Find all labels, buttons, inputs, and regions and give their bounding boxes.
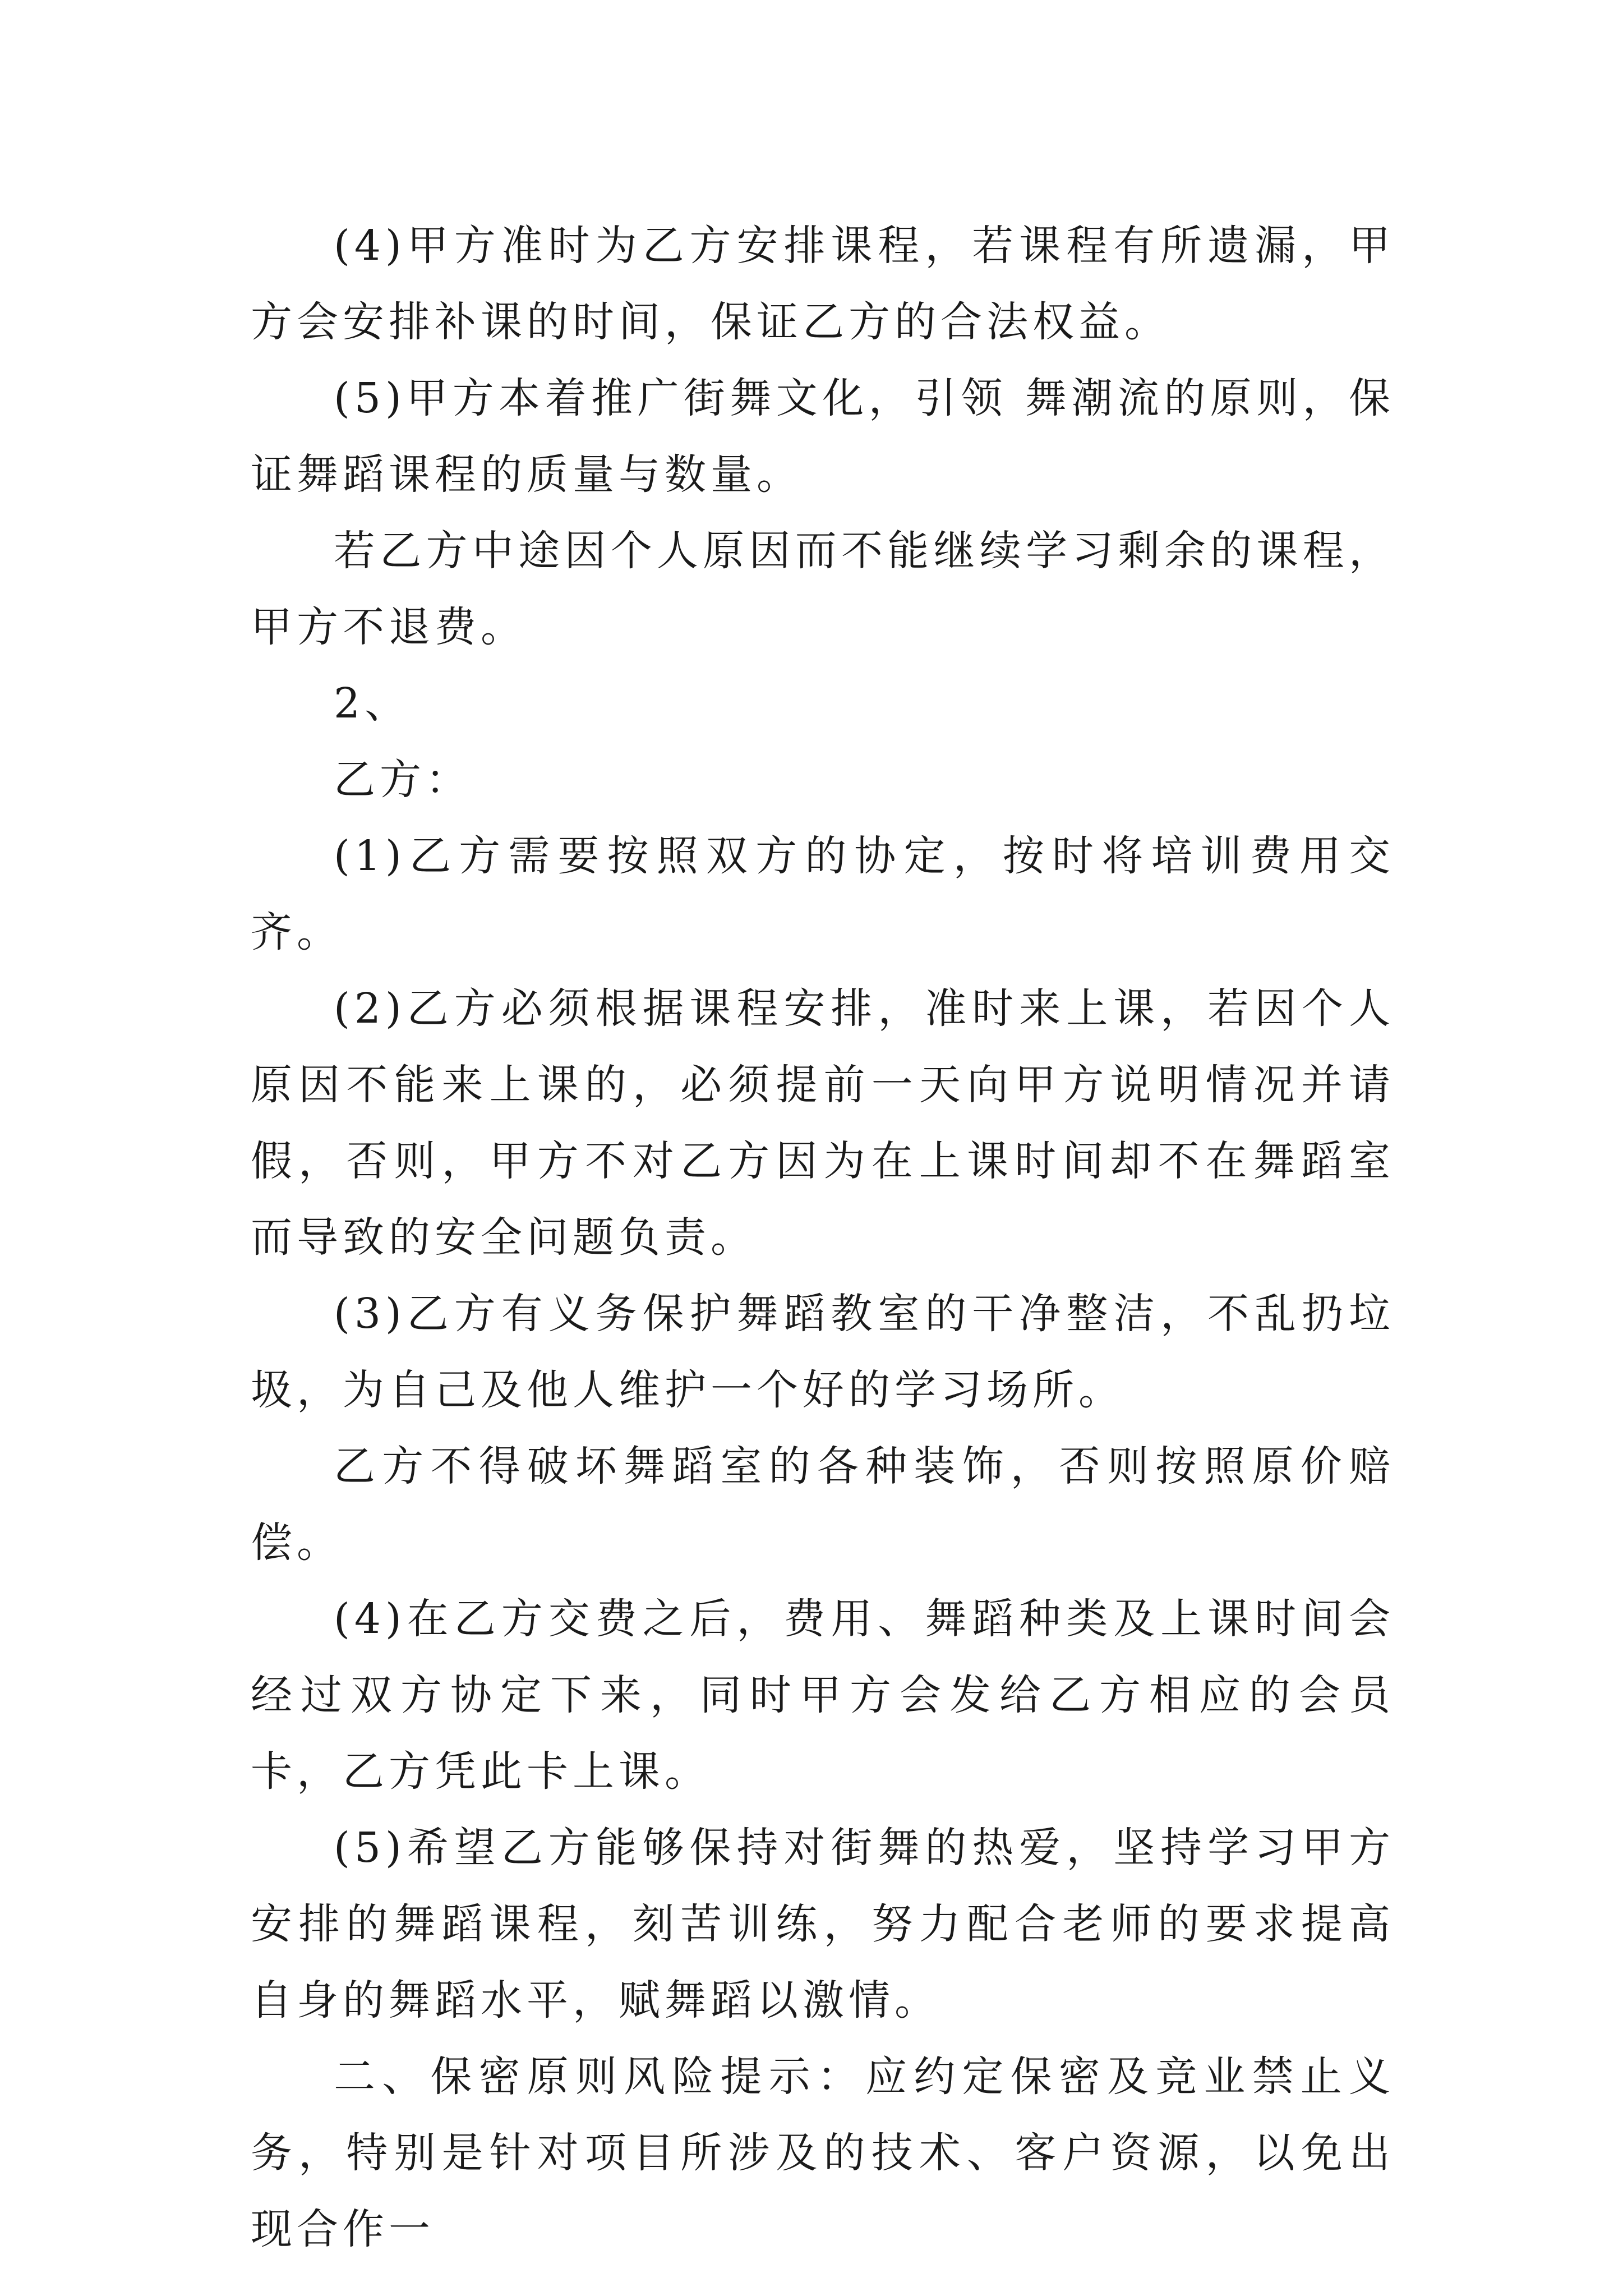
- paragraph-yi-1: (1)乙方需要按照双方的协定，按时将培训费用交齐。: [251, 832, 1395, 956]
- paragraph-jia-5: (5)甲方本着推广街舞文化，引领 舞潮流的原则，保证舞蹈课程的质量与数量。: [251, 374, 1395, 499]
- paragraph-confidentiality: 二、保密原则风险提示：应约定保密及竞业禁止义务，特别是针对项目所涉及的技术、客户资源，以免出现合作一: [251, 2053, 1395, 2253]
- paragraph-yi-4: (4)在乙方交费之后，费用、舞蹈种类及上课时间会经过双方协定下来，同时甲方会发给乙方相应的会员卡，乙方凭此卡上课。: [251, 1595, 1395, 1796]
- paragraph-jia-4: (4)甲方准时为乙方安排课程，若课程有所遗漏，甲方会安排补课的时间，保证乙方的合法权益。: [251, 222, 1395, 346]
- section-number-2: 2、: [334, 679, 411, 728]
- paragraph-yi-3: (3)乙方有义务保护舞蹈教室的干净整洁，不乱扔垃圾，为自己及他人维护一个好的学习场所。: [251, 1290, 1395, 1414]
- party-yi-heading: 乙方：: [334, 756, 472, 804]
- paragraph-no-refund: 若乙方中途因个人原因而不能继续学习剩余的课程，甲方不退费。: [251, 527, 1395, 651]
- paragraph-damage-compensation: 乙方不得破坏舞蹈室的各种装饰，否则按照原价赔偿。: [251, 1442, 1395, 1567]
- paragraph-yi-5: (5)希望乙方能够保持对街舞的热爱，坚持学习甲方安排的舞蹈课程，刻苦训练，努力配合老师的要求提高自身的舞蹈水平，赋舞蹈以激情。: [251, 1824, 1395, 2024]
- paragraph-yi-2: (2)乙方必须根据课程安排，准时来上课，若因个人原因不能来上课的，必须提前一天向甲方说明情况并请假，否则，甲方不对乙方因为在上课时间却不在舞蹈室而导致的安全问题负责。: [251, 984, 1395, 1262]
- document-body: [251, 208, 1395, 2267]
